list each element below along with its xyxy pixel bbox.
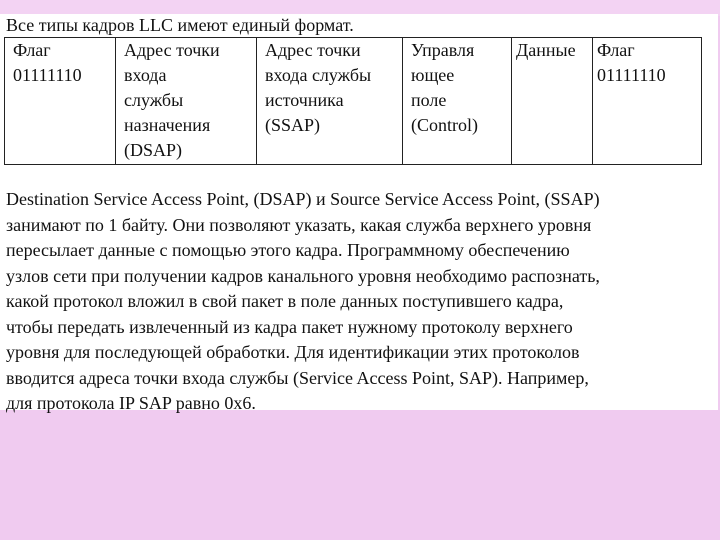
llc-frame-format-table <box>4 37 702 165</box>
field-ssap <box>257 38 403 165</box>
cell-text: назначения <box>124 115 211 135</box>
cell-text: Флаг <box>13 40 51 60</box>
cell-text: (DSAP) <box>124 140 183 160</box>
cell-text: Данные <box>516 40 576 60</box>
paragraph-line: пересылает данные с помощью этого кадра. Программному обеспечению <box>6 240 570 260</box>
field-data <box>512 38 593 165</box>
field-dsap <box>116 38 257 165</box>
paragraph-line: Destination Service Access Point, (DSAP) и Source Service Access Point, (SSAP) <box>6 189 600 209</box>
paragraph-line: узлов сети при получении кадров канального уровня необходимо распознать, <box>6 265 600 286</box>
field-flag-end <box>593 38 702 165</box>
cell-text: Управля <box>411 40 475 60</box>
cell-text: входа службы <box>265 65 372 85</box>
cell-text: 01111110 <box>597 65 666 85</box>
paragraph-line: чтобы передать извлеченный из кадра пакет нужному протоколу верхнего <box>6 316 573 337</box>
paragraph-line: вводится адреса точки входа службы (Service Access Point, SAP). Например, <box>6 367 589 388</box>
cell-text: Флаг <box>597 40 635 60</box>
cell-text: Адрес точки <box>124 40 220 60</box>
body-paragraph <box>6 187 718 417</box>
cell-text: ющее <box>411 65 455 85</box>
heading: Все типы кадров LLC имеют единый формат. <box>6 15 354 35</box>
field-control <box>403 38 512 165</box>
cell-text: входа <box>124 65 167 85</box>
cell-text: поле <box>411 90 447 110</box>
field-flag-start <box>5 38 116 165</box>
cell-text: (Control) <box>411 115 478 135</box>
paragraph-line: какой протокол вложил в свой пакет в поле данных поступившего кадра, <box>6 291 564 311</box>
cell-text: службы <box>124 90 184 110</box>
cell-text: Адрес точки <box>265 40 361 60</box>
cell-text: (SSAP) <box>265 115 321 135</box>
paragraph-line: для протокола IP SAP равно 0х6. <box>6 393 256 413</box>
paragraph-line: уровня для последующей обработки. Для идентификации этих протоколов <box>6 342 580 362</box>
document-panel <box>0 14 718 413</box>
cell-text: источника <box>265 90 344 110</box>
cell-text: 01111110 <box>13 65 82 85</box>
table-row <box>5 38 702 165</box>
paragraph-line: занимают по 1 байту. Они позволяют указать, какая служба верхнего уровня <box>6 214 592 235</box>
